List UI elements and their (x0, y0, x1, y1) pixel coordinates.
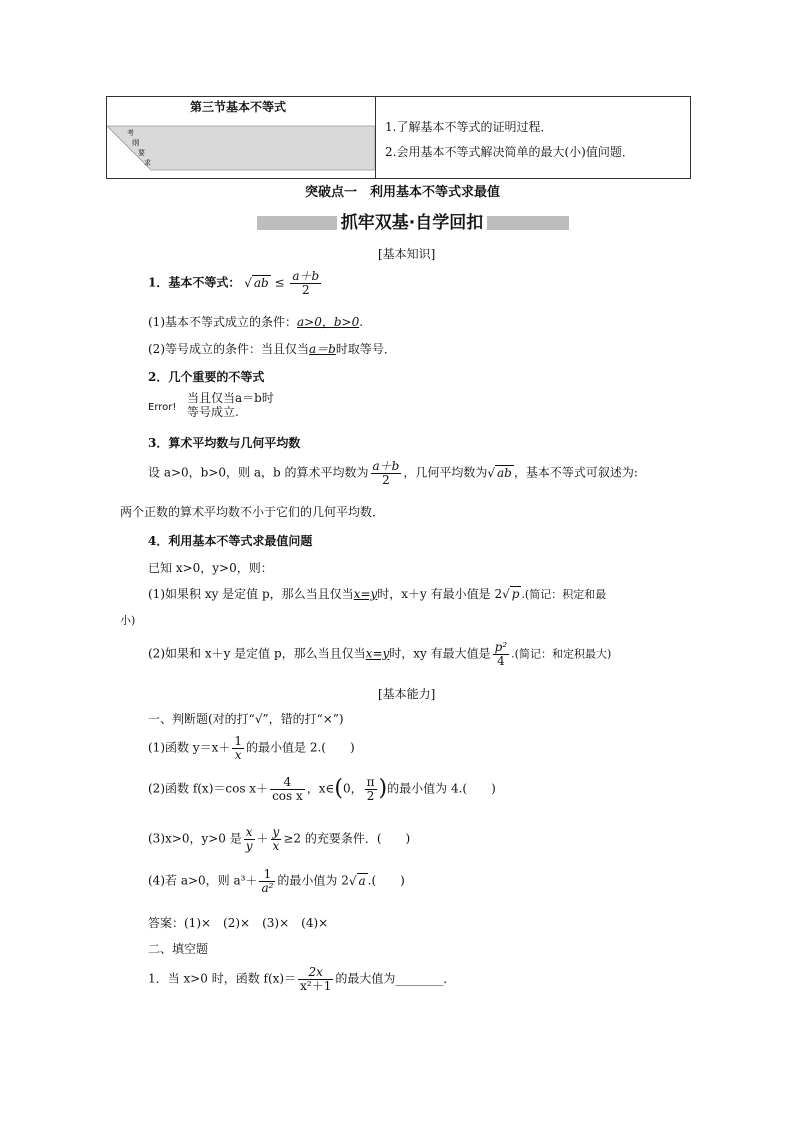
q3-fraction-1: $\frac{x}{y}$ (245, 825, 253, 853)
q1-fraction: $\frac{1}{x}$ (234, 734, 243, 762)
p1-cond: x=y (353, 587, 378, 601)
sqrt-ab: √ ab (244, 275, 269, 290)
pi-over-2: $\frac{\pi}{2}$ (366, 775, 375, 803)
cond1-value: a>0，b>0 (297, 315, 360, 329)
k1-cond1: (1)基本不等式成立的条件：a>0，b>0. (148, 315, 364, 329)
q2-fraction: $\frac{4}{\text{cos x}}$ (272, 775, 303, 803)
k4-title: 4．利用基本不等式求最值问题 (148, 534, 313, 548)
k1-line (148, 270, 323, 296)
outline-tab-shape (107, 120, 375, 178)
k2-note (187, 391, 274, 419)
k1-title: 1．基本不等式： (148, 275, 241, 290)
k2-note-line1: 当且仅当a＝b时 (187, 391, 274, 405)
judge-q1: (1)函数 y＝x＋ $\frac{1}{x}$ 的最小值是 2.( ) (148, 734, 355, 762)
k1-cond2: (2)等号成立的条件：当且仅当a＝b时取等号． (148, 342, 396, 356)
open-paren: ( (334, 776, 344, 802)
ability-heading: [基本能力] (378, 687, 436, 701)
judge-title: 一、判断题(对的打“√”，错的打“×”) (148, 712, 344, 726)
judge-q2: (2)函数 f(x)＝cos x＋ $\frac{4}{\text{cos x}}$ ，x∈(0， $\frac{\pi}{2}$ )的最小值为 4.( ) (148, 775, 496, 803)
k3-line1: 设 a>0，b>0，则 a，b 的算术平均数为 $\frac{a+b}{2}$ ，几何平均数为√ ab ，基本不等式可叙述为: (148, 459, 638, 487)
fill-title: 二、填空题 (148, 942, 209, 956)
k4-p1-cont: 小) (120, 614, 136, 627)
judge-q3: (3)x>0，y>0 是 $\frac{x}{y}$ ＋ $\frac{y}{x}$ ≥2 的充要条件．( ) (148, 825, 411, 853)
header-divider (375, 96, 376, 178)
p2-fraction: $\frac{\text{p²}}{4}$ (494, 640, 508, 668)
p2-cond: x=y (365, 646, 390, 661)
k2-title: 2．几个重要的不等式 (148, 370, 265, 384)
k3-line2: 两个正数的算术平均数不小于它们的几何平均数． (120, 505, 385, 519)
requirement-2: 2.会用基本不等式解决简单的最大(小)值问题． (385, 145, 634, 159)
k4-p2: (2)如果和 x＋y 是定值 p，那么当且仅当x=y时，xy 有最大值是 $\frac{\text{p²}}{4}$ .(简记：和定积最大) (148, 640, 612, 668)
requirement-1: 1.了解基本不等式的证明过程． (385, 120, 553, 134)
topic-title: 突破点一 利用基本不等式求最值 (305, 185, 501, 200)
q3-fraction-2: $\frac{y}{x}$ (272, 825, 280, 853)
k4-given: 已知 x>0，y>0，则： (148, 561, 273, 575)
sqrt-p: √ p (502, 587, 520, 601)
outline-char-4: 求 (144, 159, 151, 167)
outline-char-3: 要 (138, 149, 145, 157)
knowledge-heading: [基本知识] (378, 247, 436, 261)
le-symbol: ≤ (274, 275, 285, 290)
close-paren: ) (378, 776, 388, 802)
k3-fraction: $\frac{a+b}{2}$ (372, 459, 400, 487)
judge-q4: (4)若 a>0，则 a³＋ $\frac{1}{\text{a²}}$ 的最小值为 2√ a .( ) (148, 867, 405, 895)
k2-note-line2: 等号成立. (187, 405, 239, 419)
k4-p1: (1)如果积 xy 是定值 p，那么当且仅当x=y时，x＋y 有最小值是 2√ p .(简记：积定和最 (148, 587, 607, 601)
error-text: Error! (148, 402, 177, 413)
cond2-value: a＝b (309, 342, 336, 356)
fraction-a-plus-b-over-2: $\frac{a+b}{2}$ (292, 269, 320, 297)
banner-title: 抓牢双基·自学回扣 (337, 209, 487, 237)
k3-title: 3．算术平均数与几何平均数 (148, 436, 301, 450)
q4-fraction: $\frac{1}{\text{a²}}$ (261, 867, 274, 895)
section-title: 第三节基本不等式 (190, 100, 287, 114)
fill-q1-fraction: $\frac{2x}{\text{x²＋1}}$ (300, 965, 332, 993)
fill-q1: 1．当 x>0 时，函数 f(x)＝ $\frac{2x}{\text{x²＋1}}$ 的最大值为________． (148, 965, 456, 993)
k3-sqrt-ab: √ ab (487, 465, 512, 480)
judge-answer: 答案：(1)× (2)× (3)× (4)× (148, 916, 329, 930)
outline-char-1: 考 (127, 129, 134, 137)
sqrt-a: √ a (348, 873, 366, 888)
outline-char-2: 纲 (132, 139, 139, 147)
